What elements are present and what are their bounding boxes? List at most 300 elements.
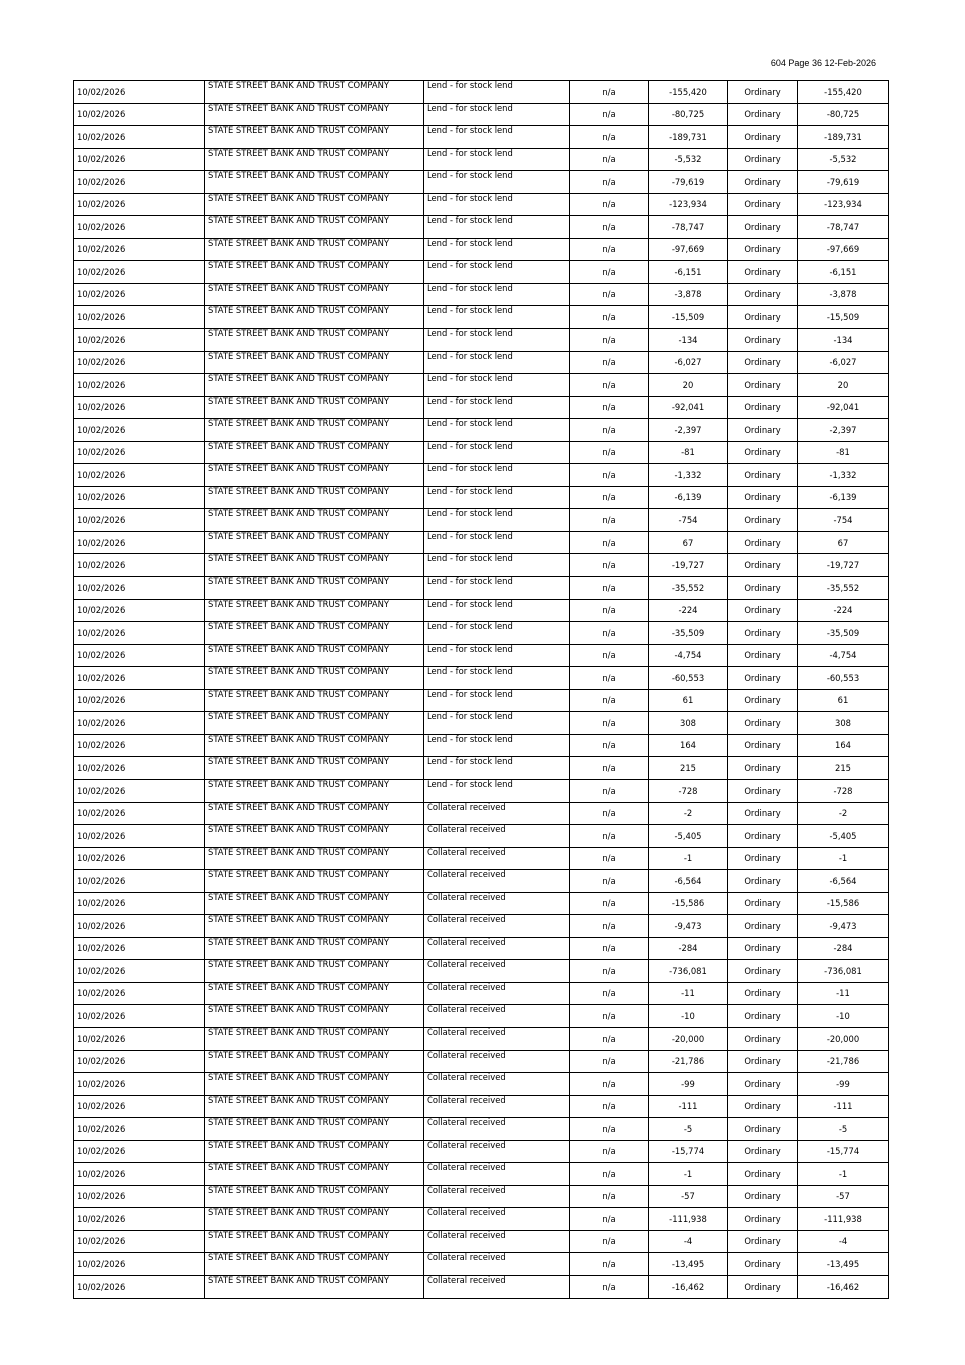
price-cell: n/a bbox=[570, 622, 649, 645]
quantity-cell: -21,786 bbox=[649, 1050, 728, 1073]
quantity-cell: -5,532 bbox=[649, 148, 728, 171]
price-cell: n/a bbox=[570, 599, 649, 622]
transaction-type-cell: Lend - for stock lend bbox=[424, 622, 570, 645]
class-cell: Ordinary bbox=[728, 825, 798, 848]
date-cell: 10/02/2026 bbox=[74, 1275, 205, 1298]
class-cell: Ordinary bbox=[728, 734, 798, 757]
votes-cell: 308 bbox=[798, 712, 889, 735]
quantity-cell: -80,725 bbox=[649, 103, 728, 126]
class-cell: Ordinary bbox=[728, 554, 798, 577]
quantity-cell: -81 bbox=[649, 441, 728, 464]
transaction-type-cell: Collateral received bbox=[424, 1208, 570, 1231]
votes-cell: -35,552 bbox=[798, 577, 889, 600]
date-cell: 10/02/2026 bbox=[74, 982, 205, 1005]
class-cell: Ordinary bbox=[728, 712, 798, 735]
transaction-type-cell: Lend - for stock lend bbox=[424, 396, 570, 419]
class-cell: Ordinary bbox=[728, 870, 798, 893]
price-cell: n/a bbox=[570, 1185, 649, 1208]
class-cell: Ordinary bbox=[728, 622, 798, 645]
transaction-type-cell: Lend - for stock lend bbox=[424, 667, 570, 690]
votes-cell: -2 bbox=[798, 802, 889, 825]
quantity-cell: -189,731 bbox=[649, 126, 728, 149]
table-row bbox=[74, 1027, 889, 1050]
price-cell: n/a bbox=[570, 238, 649, 261]
class-cell: Ordinary bbox=[728, 216, 798, 239]
class-cell: Ordinary bbox=[728, 464, 798, 487]
price-cell: n/a bbox=[570, 667, 649, 690]
quantity-cell: -57 bbox=[649, 1185, 728, 1208]
votes-cell: -3,878 bbox=[798, 283, 889, 306]
quantity-cell: 67 bbox=[649, 531, 728, 554]
table-row bbox=[74, 464, 889, 487]
date-cell: 10/02/2026 bbox=[74, 960, 205, 983]
date-cell: 10/02/2026 bbox=[74, 306, 205, 329]
date-cell: 10/02/2026 bbox=[74, 1027, 205, 1050]
votes-cell: -15,774 bbox=[798, 1140, 889, 1163]
votes-cell: -1,332 bbox=[798, 464, 889, 487]
quantity-cell: -15,509 bbox=[649, 306, 728, 329]
table-row bbox=[74, 847, 889, 870]
transaction-type-cell: Lend - for stock lend bbox=[424, 306, 570, 329]
transaction-type-cell: Lend - for stock lend bbox=[424, 171, 570, 194]
quantity-cell: -79,619 bbox=[649, 171, 728, 194]
price-cell: n/a bbox=[570, 374, 649, 397]
transaction-type-cell: Lend - for stock lend bbox=[424, 644, 570, 667]
votes-cell: -16,462 bbox=[798, 1275, 889, 1298]
quantity-cell: -111 bbox=[649, 1095, 728, 1118]
table-row bbox=[74, 126, 889, 149]
transaction-type-cell: Lend - for stock lend bbox=[424, 81, 570, 104]
transaction-type-cell: Collateral received bbox=[424, 892, 570, 915]
transaction-type-cell: Lend - for stock lend bbox=[424, 329, 570, 352]
quantity-cell: -35,552 bbox=[649, 577, 728, 600]
quantity-cell: -111,938 bbox=[649, 1208, 728, 1231]
table-row bbox=[74, 825, 889, 848]
price-cell: n/a bbox=[570, 554, 649, 577]
quantity-cell: -15,774 bbox=[649, 1140, 728, 1163]
votes-cell: -111,938 bbox=[798, 1208, 889, 1231]
class-cell: Ordinary bbox=[728, 1005, 798, 1028]
transaction-type-cell: Lend - for stock lend bbox=[424, 193, 570, 216]
date-cell: 10/02/2026 bbox=[74, 757, 205, 780]
date-cell: 10/02/2026 bbox=[74, 915, 205, 938]
table-row bbox=[74, 216, 889, 239]
votes-cell: -78,747 bbox=[798, 216, 889, 239]
table-row bbox=[74, 103, 889, 126]
entity-cell: STATE STREET BANK AND TRUST COMPANY bbox=[205, 1050, 424, 1073]
class-cell: Ordinary bbox=[728, 779, 798, 802]
votes-cell: -80,725 bbox=[798, 103, 889, 126]
price-cell: n/a bbox=[570, 464, 649, 487]
votes-cell: -21,786 bbox=[798, 1050, 889, 1073]
entity-cell: STATE STREET BANK AND TRUST COMPANY bbox=[205, 1163, 424, 1186]
votes-cell: -134 bbox=[798, 329, 889, 352]
date-cell: 10/02/2026 bbox=[74, 1140, 205, 1163]
entity-cell: STATE STREET BANK AND TRUST COMPANY bbox=[205, 734, 424, 757]
transaction-type-cell: Lend - for stock lend bbox=[424, 148, 570, 171]
transaction-type-cell: Lend - for stock lend bbox=[424, 216, 570, 239]
class-cell: Ordinary bbox=[728, 689, 798, 712]
quantity-cell: 61 bbox=[649, 689, 728, 712]
price-cell: n/a bbox=[570, 1005, 649, 1028]
class-cell: Ordinary bbox=[728, 193, 798, 216]
quantity-cell: -1,332 bbox=[649, 464, 728, 487]
date-cell: 10/02/2026 bbox=[74, 667, 205, 690]
entity-cell: STATE STREET BANK AND TRUST COMPANY bbox=[205, 103, 424, 126]
price-cell: n/a bbox=[570, 847, 649, 870]
transaction-type-cell: Collateral received bbox=[424, 1005, 570, 1028]
price-cell: n/a bbox=[570, 577, 649, 600]
date-cell: 10/02/2026 bbox=[74, 486, 205, 509]
transactions-table bbox=[73, 80, 889, 1299]
date-cell: 10/02/2026 bbox=[74, 193, 205, 216]
entity-cell: STATE STREET BANK AND TRUST COMPANY bbox=[205, 577, 424, 600]
entity-cell: STATE STREET BANK AND TRUST COMPANY bbox=[205, 1073, 424, 1096]
votes-cell: -57 bbox=[798, 1185, 889, 1208]
quantity-cell: -78,747 bbox=[649, 216, 728, 239]
class-cell: Ordinary bbox=[728, 667, 798, 690]
votes-cell: -15,509 bbox=[798, 306, 889, 329]
votes-cell: -99 bbox=[798, 1073, 889, 1096]
class-cell: Ordinary bbox=[728, 126, 798, 149]
date-cell: 10/02/2026 bbox=[74, 577, 205, 600]
table-row bbox=[74, 283, 889, 306]
transaction-type-cell: Collateral received bbox=[424, 937, 570, 960]
quantity-cell: -6,151 bbox=[649, 261, 728, 284]
price-cell: n/a bbox=[570, 1230, 649, 1253]
table-row bbox=[74, 486, 889, 509]
price-cell: n/a bbox=[570, 193, 649, 216]
class-cell: Ordinary bbox=[728, 644, 798, 667]
quantity-cell: 308 bbox=[649, 712, 728, 735]
date-cell: 10/02/2026 bbox=[74, 103, 205, 126]
date-cell: 10/02/2026 bbox=[74, 802, 205, 825]
entity-cell: STATE STREET BANK AND TRUST COMPANY bbox=[205, 689, 424, 712]
date-cell: 10/02/2026 bbox=[74, 622, 205, 645]
class-cell: Ordinary bbox=[728, 1275, 798, 1298]
price-cell: n/a bbox=[570, 960, 649, 983]
date-cell: 10/02/2026 bbox=[74, 464, 205, 487]
class-cell: Ordinary bbox=[728, 1185, 798, 1208]
transaction-type-cell: Lend - for stock lend bbox=[424, 103, 570, 126]
price-cell: n/a bbox=[570, 825, 649, 848]
quantity-cell: -134 bbox=[649, 329, 728, 352]
quantity-cell: -2,397 bbox=[649, 419, 728, 442]
entity-cell: STATE STREET BANK AND TRUST COMPANY bbox=[205, 1230, 424, 1253]
table-row bbox=[74, 734, 889, 757]
price-cell: n/a bbox=[570, 396, 649, 419]
votes-cell: -4,754 bbox=[798, 644, 889, 667]
transaction-type-cell: Lend - for stock lend bbox=[424, 554, 570, 577]
votes-cell: -284 bbox=[798, 937, 889, 960]
quantity-cell: -1 bbox=[649, 1163, 728, 1186]
entity-cell: STATE STREET BANK AND TRUST COMPANY bbox=[205, 1005, 424, 1028]
date-cell: 10/02/2026 bbox=[74, 712, 205, 735]
class-cell: Ordinary bbox=[728, 441, 798, 464]
date-cell: 10/02/2026 bbox=[74, 329, 205, 352]
table-row bbox=[74, 870, 889, 893]
entity-cell: STATE STREET BANK AND TRUST COMPANY bbox=[205, 306, 424, 329]
entity-cell: STATE STREET BANK AND TRUST COMPANY bbox=[205, 216, 424, 239]
table-row bbox=[74, 779, 889, 802]
date-cell: 10/02/2026 bbox=[74, 554, 205, 577]
date-cell: 10/02/2026 bbox=[74, 81, 205, 104]
price-cell: n/a bbox=[570, 1027, 649, 1050]
table-row bbox=[74, 599, 889, 622]
table-row bbox=[74, 531, 889, 554]
class-cell: Ordinary bbox=[728, 1253, 798, 1276]
class-cell: Ordinary bbox=[728, 1140, 798, 1163]
class-cell: Ordinary bbox=[728, 261, 798, 284]
date-cell: 10/02/2026 bbox=[74, 261, 205, 284]
transaction-type-cell: Lend - for stock lend bbox=[424, 126, 570, 149]
votes-cell: -15,586 bbox=[798, 892, 889, 915]
entity-cell: STATE STREET BANK AND TRUST COMPANY bbox=[205, 1140, 424, 1163]
price-cell: n/a bbox=[570, 261, 649, 284]
table-row bbox=[74, 306, 889, 329]
table-row bbox=[74, 329, 889, 352]
entity-cell: STATE STREET BANK AND TRUST COMPANY bbox=[205, 283, 424, 306]
entity-cell: STATE STREET BANK AND TRUST COMPANY bbox=[205, 712, 424, 735]
date-cell: 10/02/2026 bbox=[74, 509, 205, 532]
transaction-type-cell: Lend - for stock lend bbox=[424, 464, 570, 487]
entity-cell: STATE STREET BANK AND TRUST COMPANY bbox=[205, 351, 424, 374]
table-row bbox=[74, 1073, 889, 1096]
transaction-type-cell: Collateral received bbox=[424, 1163, 570, 1186]
quantity-cell: -6,027 bbox=[649, 351, 728, 374]
transaction-type-cell: Collateral received bbox=[424, 1140, 570, 1163]
date-cell: 10/02/2026 bbox=[74, 238, 205, 261]
votes-cell: -754 bbox=[798, 509, 889, 532]
price-cell: n/a bbox=[570, 1118, 649, 1141]
entity-cell: STATE STREET BANK AND TRUST COMPANY bbox=[205, 531, 424, 554]
class-cell: Ordinary bbox=[728, 757, 798, 780]
class-cell: Ordinary bbox=[728, 171, 798, 194]
table-row bbox=[74, 1163, 889, 1186]
entity-cell: STATE STREET BANK AND TRUST COMPANY bbox=[205, 148, 424, 171]
table-row bbox=[74, 712, 889, 735]
votes-cell: -736,081 bbox=[798, 960, 889, 983]
table-row bbox=[74, 1050, 889, 1073]
entity-cell: STATE STREET BANK AND TRUST COMPANY bbox=[205, 261, 424, 284]
table-body bbox=[74, 81, 889, 1299]
transaction-type-cell: Collateral received bbox=[424, 1050, 570, 1073]
votes-cell: -4 bbox=[798, 1230, 889, 1253]
quantity-cell: 215 bbox=[649, 757, 728, 780]
votes-cell: -1 bbox=[798, 847, 889, 870]
quantity-cell: -736,081 bbox=[649, 960, 728, 983]
price-cell: n/a bbox=[570, 1073, 649, 1096]
price-cell: n/a bbox=[570, 1050, 649, 1073]
price-cell: n/a bbox=[570, 329, 649, 352]
entity-cell: STATE STREET BANK AND TRUST COMPANY bbox=[205, 1253, 424, 1276]
entity-cell: STATE STREET BANK AND TRUST COMPANY bbox=[205, 464, 424, 487]
table-row bbox=[74, 1005, 889, 1028]
votes-cell: 164 bbox=[798, 734, 889, 757]
transaction-type-cell: Lend - for stock lend bbox=[424, 599, 570, 622]
quantity-cell: -13,495 bbox=[649, 1253, 728, 1276]
quantity-cell: -15,586 bbox=[649, 892, 728, 915]
votes-cell: 20 bbox=[798, 374, 889, 397]
transaction-type-cell: Collateral received bbox=[424, 1073, 570, 1096]
entity-cell: STATE STREET BANK AND TRUST COMPANY bbox=[205, 982, 424, 1005]
entity-cell: STATE STREET BANK AND TRUST COMPANY bbox=[205, 937, 424, 960]
class-cell: Ordinary bbox=[728, 577, 798, 600]
date-cell: 10/02/2026 bbox=[74, 1095, 205, 1118]
quantity-cell: -224 bbox=[649, 599, 728, 622]
table-row bbox=[74, 238, 889, 261]
quantity-cell: -5,405 bbox=[649, 825, 728, 848]
transaction-type-cell: Collateral received bbox=[424, 982, 570, 1005]
class-cell: Ordinary bbox=[728, 1050, 798, 1073]
date-cell: 10/02/2026 bbox=[74, 283, 205, 306]
table-row bbox=[74, 1275, 889, 1298]
quantity-cell: -4 bbox=[649, 1230, 728, 1253]
table-row bbox=[74, 644, 889, 667]
table-row bbox=[74, 351, 889, 374]
date-cell: 10/02/2026 bbox=[74, 1230, 205, 1253]
price-cell: n/a bbox=[570, 486, 649, 509]
table-row bbox=[74, 915, 889, 938]
transaction-type-cell: Collateral received bbox=[424, 1095, 570, 1118]
transaction-type-cell: Collateral received bbox=[424, 915, 570, 938]
date-cell: 10/02/2026 bbox=[74, 441, 205, 464]
date-cell: 10/02/2026 bbox=[74, 1163, 205, 1186]
date-cell: 10/02/2026 bbox=[74, 644, 205, 667]
price-cell: n/a bbox=[570, 419, 649, 442]
table-row bbox=[74, 960, 889, 983]
table-row bbox=[74, 396, 889, 419]
votes-cell: -2,397 bbox=[798, 419, 889, 442]
table-row bbox=[74, 441, 889, 464]
quantity-cell: -155,420 bbox=[649, 81, 728, 104]
table-row bbox=[74, 1095, 889, 1118]
quantity-cell: -754 bbox=[649, 509, 728, 532]
votes-cell: -728 bbox=[798, 779, 889, 802]
votes-cell: -60,553 bbox=[798, 667, 889, 690]
quantity-cell: -16,462 bbox=[649, 1275, 728, 1298]
quantity-cell: -6,564 bbox=[649, 870, 728, 893]
transaction-type-cell: Collateral received bbox=[424, 825, 570, 848]
votes-cell: -81 bbox=[798, 441, 889, 464]
quantity-cell: 20 bbox=[649, 374, 728, 397]
class-cell: Ordinary bbox=[728, 531, 798, 554]
entity-cell: STATE STREET BANK AND TRUST COMPANY bbox=[205, 779, 424, 802]
table-row bbox=[74, 148, 889, 171]
class-cell: Ordinary bbox=[728, 1073, 798, 1096]
class-cell: Ordinary bbox=[728, 81, 798, 104]
votes-cell: -97,669 bbox=[798, 238, 889, 261]
class-cell: Ordinary bbox=[728, 915, 798, 938]
transaction-type-cell: Lend - for stock lend bbox=[424, 509, 570, 532]
entity-cell: STATE STREET BANK AND TRUST COMPANY bbox=[205, 509, 424, 532]
transaction-type-cell: Lend - for stock lend bbox=[424, 734, 570, 757]
table-row bbox=[74, 622, 889, 645]
quantity-cell: -5 bbox=[649, 1118, 728, 1141]
entity-cell: STATE STREET BANK AND TRUST COMPANY bbox=[205, 1027, 424, 1050]
price-cell: n/a bbox=[570, 1163, 649, 1186]
price-cell: n/a bbox=[570, 915, 649, 938]
entity-cell: STATE STREET BANK AND TRUST COMPANY bbox=[205, 374, 424, 397]
entity-cell: STATE STREET BANK AND TRUST COMPANY bbox=[205, 960, 424, 983]
date-cell: 10/02/2026 bbox=[74, 216, 205, 239]
date-cell: 10/02/2026 bbox=[74, 351, 205, 374]
votes-cell: -9,473 bbox=[798, 915, 889, 938]
date-cell: 10/02/2026 bbox=[74, 847, 205, 870]
price-cell: n/a bbox=[570, 757, 649, 780]
table-row bbox=[74, 892, 889, 915]
table-row bbox=[74, 419, 889, 442]
price-cell: n/a bbox=[570, 283, 649, 306]
price-cell: n/a bbox=[570, 81, 649, 104]
price-cell: n/a bbox=[570, 712, 649, 735]
date-cell: 10/02/2026 bbox=[74, 419, 205, 442]
quantity-cell: -284 bbox=[649, 937, 728, 960]
table-row bbox=[74, 1230, 889, 1253]
transaction-type-cell: Collateral received bbox=[424, 1230, 570, 1253]
votes-cell: -11 bbox=[798, 982, 889, 1005]
price-cell: n/a bbox=[570, 171, 649, 194]
entity-cell: STATE STREET BANK AND TRUST COMPANY bbox=[205, 802, 424, 825]
price-cell: n/a bbox=[570, 689, 649, 712]
entity-cell: STATE STREET BANK AND TRUST COMPANY bbox=[205, 847, 424, 870]
votes-cell: -111 bbox=[798, 1095, 889, 1118]
class-cell: Ordinary bbox=[728, 351, 798, 374]
date-cell: 10/02/2026 bbox=[74, 779, 205, 802]
price-cell: n/a bbox=[570, 937, 649, 960]
transaction-type-cell: Lend - for stock lend bbox=[424, 531, 570, 554]
votes-cell: -20,000 bbox=[798, 1027, 889, 1050]
entity-cell: STATE STREET BANK AND TRUST COMPANY bbox=[205, 599, 424, 622]
price-cell: n/a bbox=[570, 1140, 649, 1163]
table-row bbox=[74, 1185, 889, 1208]
quantity-cell: -1 bbox=[649, 847, 728, 870]
entity-cell: STATE STREET BANK AND TRUST COMPANY bbox=[205, 892, 424, 915]
class-cell: Ordinary bbox=[728, 103, 798, 126]
transaction-type-cell: Lend - for stock lend bbox=[424, 374, 570, 397]
votes-cell: -6,139 bbox=[798, 486, 889, 509]
votes-cell: -123,934 bbox=[798, 193, 889, 216]
price-cell: n/a bbox=[570, 441, 649, 464]
table-row bbox=[74, 757, 889, 780]
price-cell: n/a bbox=[570, 1275, 649, 1298]
votes-cell: 215 bbox=[798, 757, 889, 780]
entity-cell: STATE STREET BANK AND TRUST COMPANY bbox=[205, 486, 424, 509]
table-row bbox=[74, 689, 889, 712]
date-cell: 10/02/2026 bbox=[74, 734, 205, 757]
votes-cell: -5,405 bbox=[798, 825, 889, 848]
votes-cell: -13,495 bbox=[798, 1253, 889, 1276]
entity-cell: STATE STREET BANK AND TRUST COMPANY bbox=[205, 644, 424, 667]
price-cell: n/a bbox=[570, 734, 649, 757]
transaction-type-cell: Lend - for stock lend bbox=[424, 757, 570, 780]
table-row bbox=[74, 1140, 889, 1163]
date-cell: 10/02/2026 bbox=[74, 599, 205, 622]
price-cell: n/a bbox=[570, 1208, 649, 1231]
quantity-cell: -60,553 bbox=[649, 667, 728, 690]
entity-cell: STATE STREET BANK AND TRUST COMPANY bbox=[205, 126, 424, 149]
table-row bbox=[74, 81, 889, 104]
votes-cell: -5,532 bbox=[798, 148, 889, 171]
class-cell: Ordinary bbox=[728, 892, 798, 915]
price-cell: n/a bbox=[570, 306, 649, 329]
votes-cell: -35,509 bbox=[798, 622, 889, 645]
votes-cell: 61 bbox=[798, 689, 889, 712]
entity-cell: STATE STREET BANK AND TRUST COMPANY bbox=[205, 757, 424, 780]
class-cell: Ordinary bbox=[728, 1208, 798, 1231]
votes-cell: -224 bbox=[798, 599, 889, 622]
date-cell: 10/02/2026 bbox=[74, 1185, 205, 1208]
